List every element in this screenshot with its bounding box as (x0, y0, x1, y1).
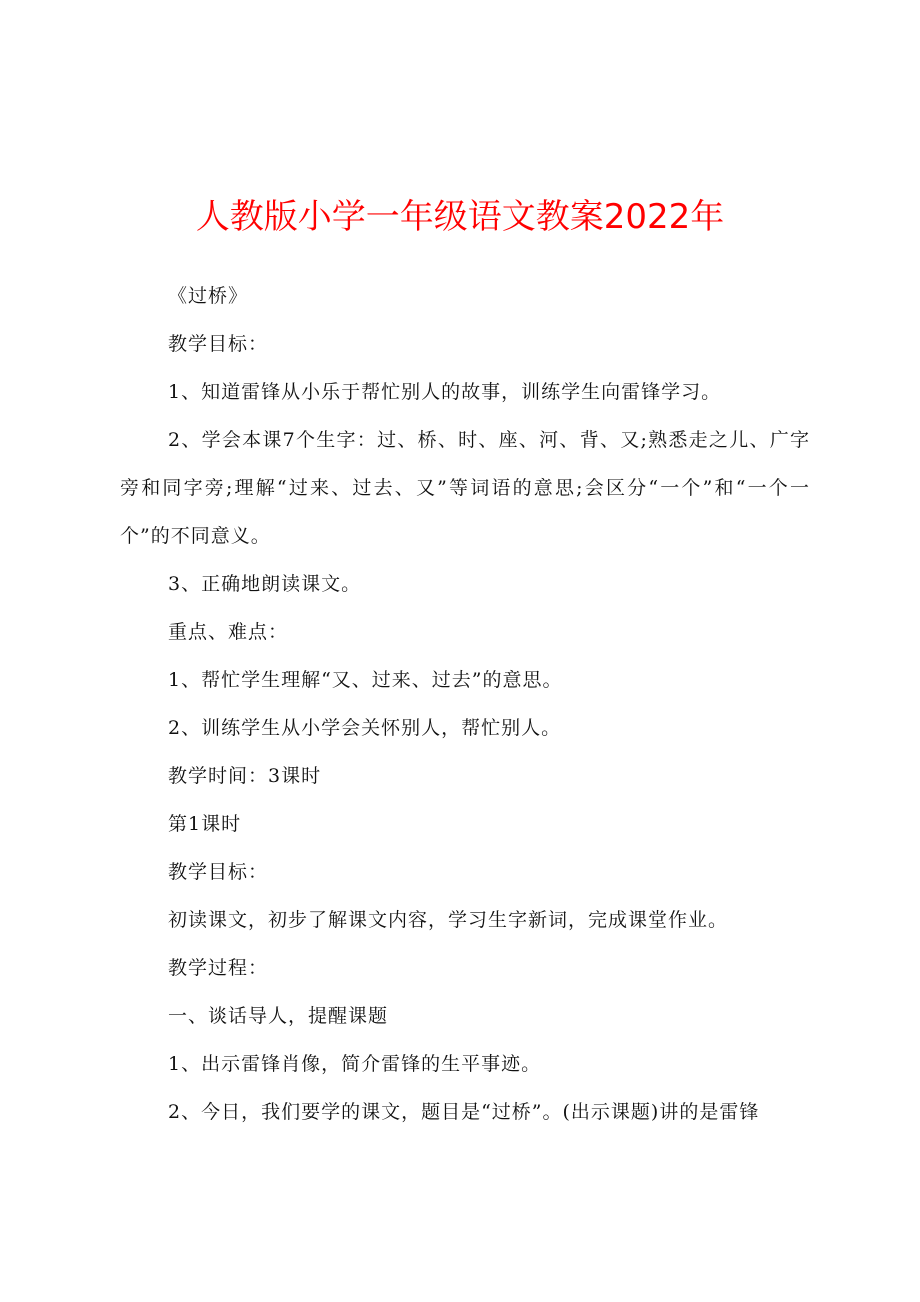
document-body (120, 272, 810, 1136)
paragraph-lesson-name: 《过桥》 (168, 285, 249, 307)
paragraph-section-1-heading: 一、谈话导人，提醒课题 (168, 1005, 389, 1027)
paragraph-goal-2: 2、学会本课7个生字：过、桥、时、座、河、背、又;熟悉走之儿、广字旁和同字旁;理解“过来、过去、又”等词语的意思;会区分“一个”和“一个一个”的不同意义。 (120, 429, 810, 547)
document-title: 人教版小学一年级语文教案2022年 (195, 197, 725, 237)
paragraph-key-points-heading: 重点、难点： (168, 621, 289, 643)
paragraph-lesson-1-goals: 初读课文，初步了解课文内容，学习生字新词，完成课堂作业。 (168, 909, 729, 931)
paragraph-lesson-1-goals-heading: 教学目标： (168, 861, 269, 883)
paragraph-teaching-time: 教学时间：3课时 (168, 765, 322, 787)
paragraph-goals-heading: 教学目标： (168, 333, 269, 355)
paragraph-step-2: 2、今日，我们要学的课文，题目是“过桥”。(出示课题)讲的是雷锋 (168, 1101, 760, 1123)
paragraph-goal-1: 1、知道雷锋从小乐于帮忙别人的故事，训练学生向雷锋学习。 (168, 381, 722, 403)
paragraph-key-point-1: 1、帮忙学生理解“又、过来、过去”的意思。 (168, 669, 563, 691)
paragraph-goal-3: 3、正确地朗读课文。 (168, 573, 362, 595)
paragraph-lesson-1-heading: 第1课时 (168, 813, 242, 835)
paragraph-key-point-2: 2、训练学生从小学会关怀别人，帮忙别人。 (168, 717, 562, 739)
paragraph-process-heading: 教学过程： (168, 957, 269, 979)
paragraph-step-1: 1、出示雷锋肖像，简介雷锋的生平事迹。 (168, 1053, 542, 1075)
